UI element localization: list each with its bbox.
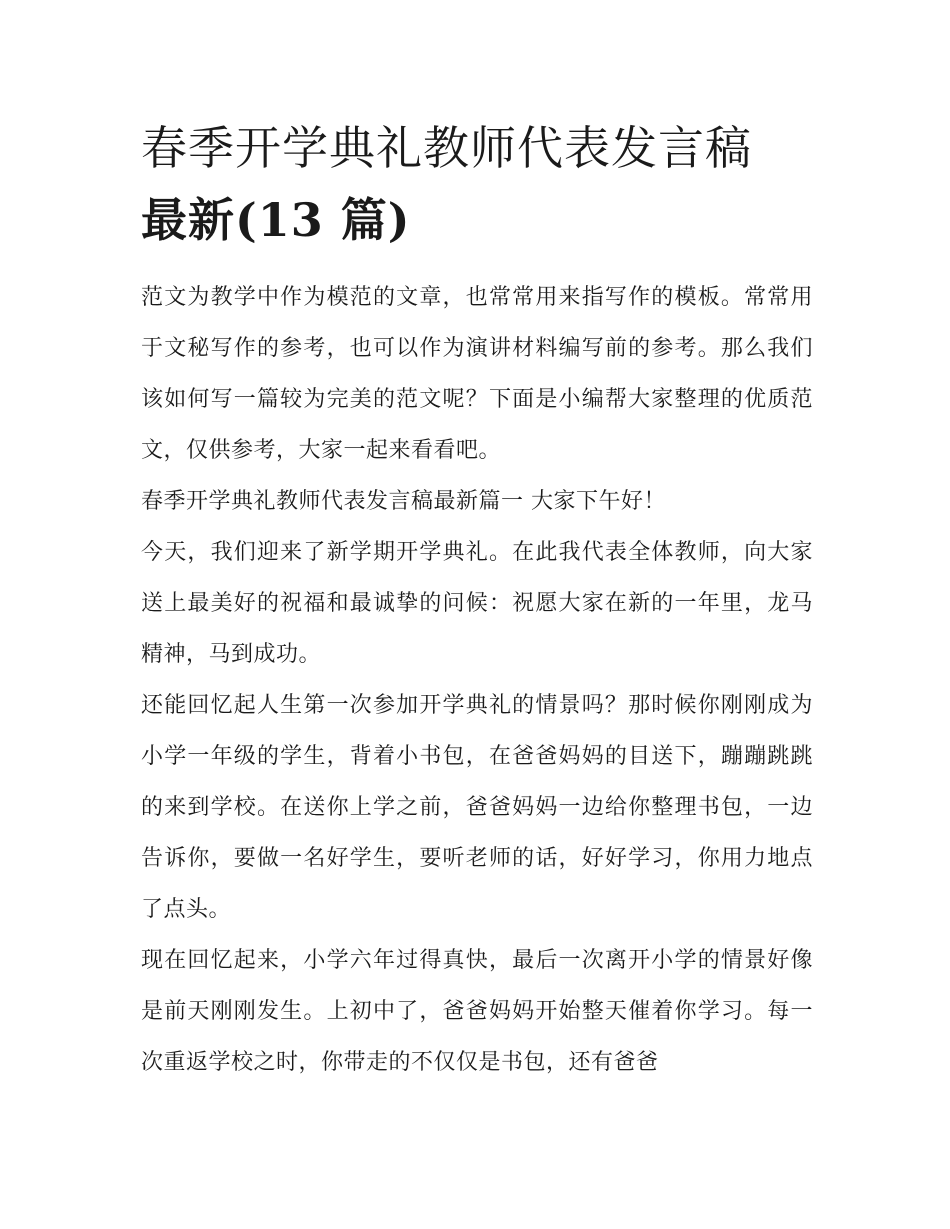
body-paragraph: 今天，我们迎来了新学期开学典礼。在此我代表全体教师，向大家送上最美好的祝福和最诚挚的问候：祝愿大家在新的一年里，龙马精神，马到成功。 — [141, 540, 813, 667]
document-title-line2: 最新(13 篇) — [141, 193, 411, 247]
document-body — [141, 112, 813, 1088]
body-paragraph: 还能回忆起人生第一次参加开学典礼的情景吗？那时候你刚刚成为小学一年级的学生，背着小书包，在爸爸妈妈的目送下，蹦蹦跳跳的来到学校。在送你上学之前，爸爸妈妈一边给你整理书包，一边告诉你，要做一名好学生，要听老师的话，好好学习，你用力地点了点头。 — [141, 693, 813, 922]
body-paragraph: 现在回忆起来，小学六年过得真快，最后一次离开小学的情景好像是前天刚刚发生。上初中了，爸爸妈妈开始整天催着你学习。每一次重返学校之时，你带走的不仅仅是书包，还有爸爸 — [141, 948, 813, 1075]
document-title — [141, 112, 813, 256]
intro-paragraph: 范文为教学中作为模范的文章，也常常用来指写作的模板。常常用于文秘写作的参考，也可以作为演讲材料编写前的参考。那么我们该如何写一篇较为完美的范文呢？下面是小编帮大家整理的优质范文，仅供参考，大家一起来看看吧。 — [141, 285, 813, 463]
section-heading-paragraph: 春季开学典礼教师代表发言稿最新篇一 大家下午好！ — [141, 489, 666, 514]
document-title-line1: 春季开学典礼教师代表发言稿 — [141, 121, 752, 175]
